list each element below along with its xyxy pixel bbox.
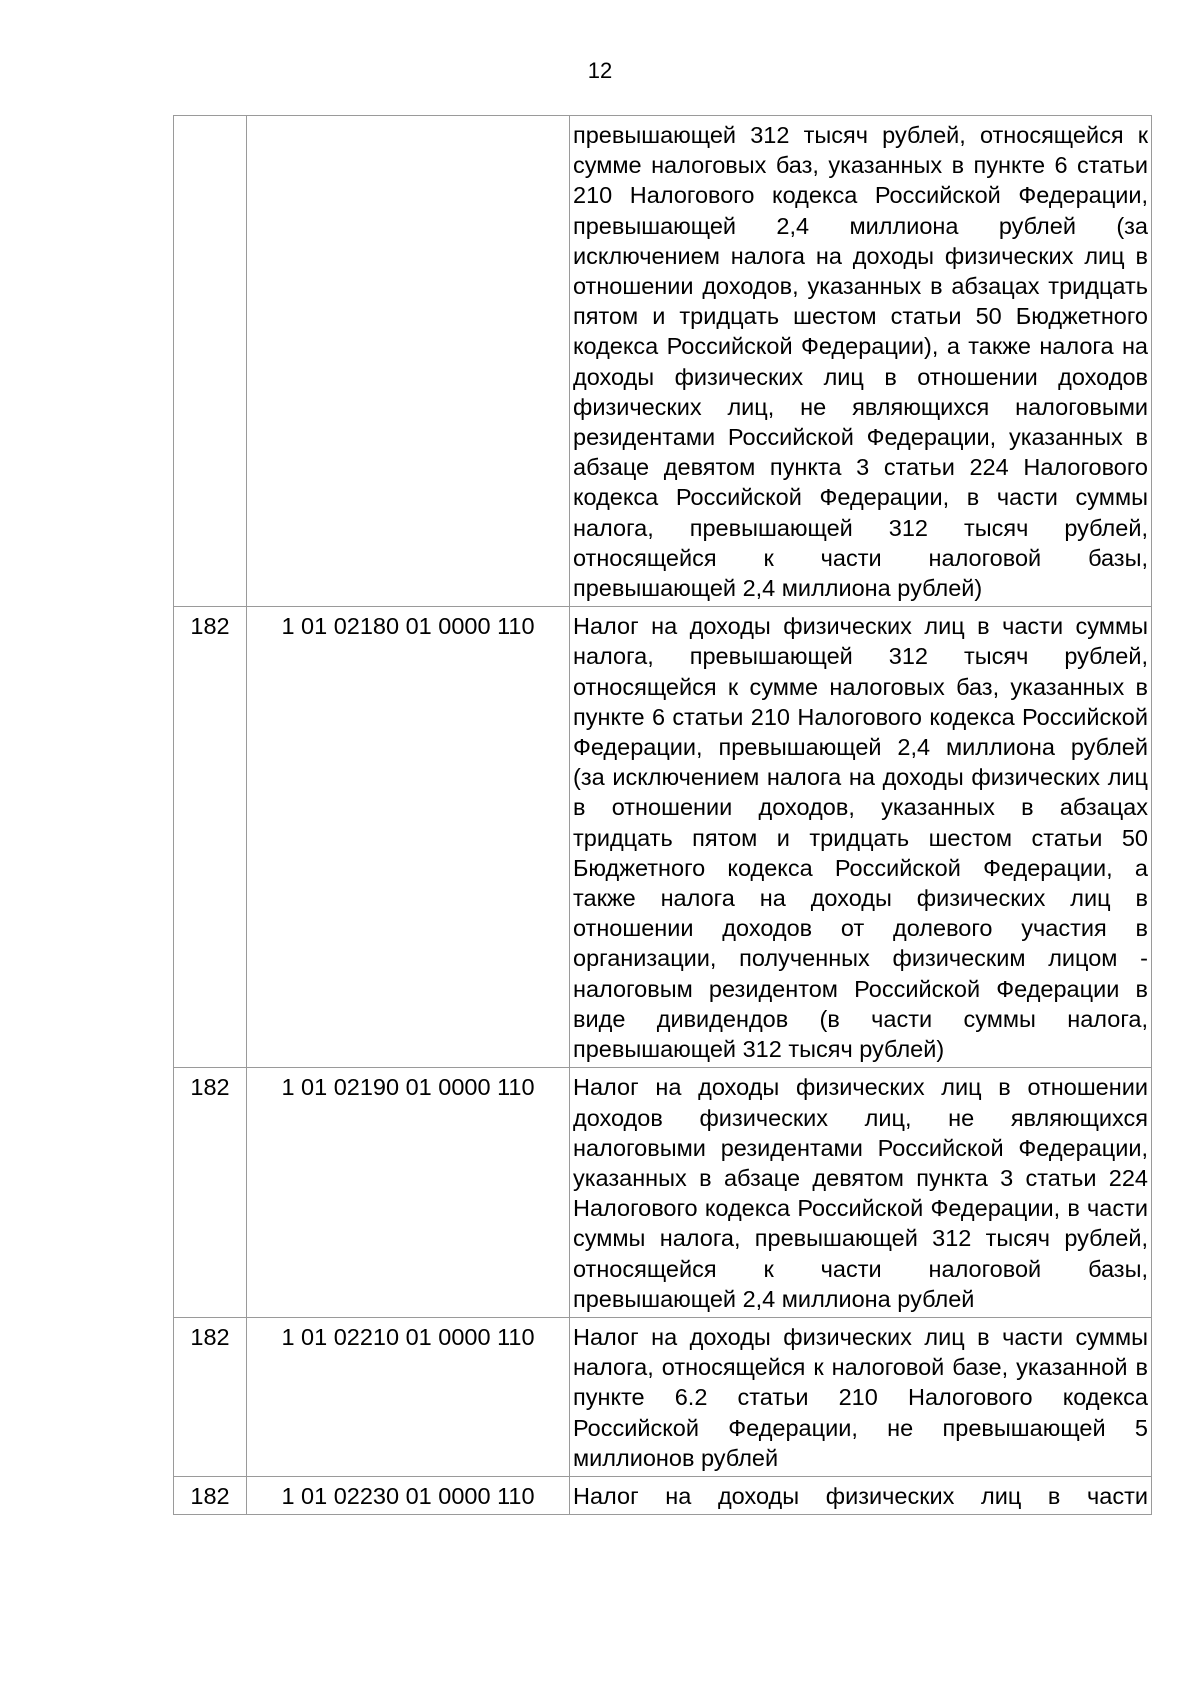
page-number: 12 [587,58,613,83]
revenue-name-cell [570,1317,1152,1476]
admin-code-cell: 182 [174,1068,247,1318]
budget-code-cell: 1 01 02210 01 0000 110 [247,1317,570,1476]
revenue-name-cell [570,1068,1152,1318]
table-row [174,607,1152,1068]
revenue-name-text: Налог на доходы физических лиц в отношении доходов физических лиц, не являющихся налоговыми резидентами Российской Федерации, указанных в абзаце девятом пункта 3 статьи 224 Налогового кодекса Российской Федерации, в части суммы налога, превышающей 312 тысяч рублей, относящейся к части налоговой базы, превышающей 2,4 миллиона рублей [573,1074,1148,1312]
admin-code-cell: 182 [174,1476,247,1514]
budget-code-cell [247,116,570,607]
revenue-name-text: Налог на доходы физических лиц в части суммы налога, превышающей 312 тысяч рублей, относящейся к сумме налоговых баз, указанных в пункте 6 статьи 210 Налогового кодекса Российской Федерации, превышающей 2,4 миллиона рублей (за исключением налога на доходы физических лиц в отношении доходов, указанных в абзацах тридцать пятом и тридцать шестом статьи 50 Бюджетного кодекса Российской Федерации, а также налога на доходы физических лиц в отношении доходов от долевого участия в организации, полученных физическим лицом - налоговым резидентом Российской Федерации в виде дивидендов (в части суммы налога, превышающей 312 тысяч рублей) [573,613,1148,1063]
revenue-name-cell [570,1476,1152,1514]
revenue-name-cell [570,116,1152,607]
admin-code-cell: 182 [174,1317,247,1476]
admin-code-cell [174,116,247,607]
table-row [174,1476,1152,1514]
budget-code-cell: 1 01 02180 01 0000 110 [247,607,570,1068]
table-row [174,116,1152,607]
table-row [174,1068,1152,1318]
revenue-name-text: превышающей 312 тысяч рублей, относящейся к сумме налоговых баз, указанных в пункте 6 статьи 210 Налогового кодекса Российской Федерации, превышающей 2,4 миллиона рублей (за исключением налога на доходы физических лиц в отношении доходов, указанных в абзацах тридцать пятом и тридцать шестом статьи 50 Бюджетного кодекса Российской Федерации), а также налога на доходы физических лиц в отношении доходов физических лиц, не являющихся налоговыми резидентами Российской Федерации, указанных в абзаце девятом пункта 3 статьи 224 Налогового кодекса Российской Федерации, в части суммы налога, превышающей 312 тысяч рублей, относящейся к части налоговой базы, превышающей 2,4 миллиона рублей) [573,122,1148,602]
revenue-name-text: Налог на доходы физических лиц в части [573,1482,1148,1509]
budget-codes-table [173,115,1152,1515]
budget-code-cell: 1 01 02190 01 0000 110 [247,1068,570,1318]
table-row [174,1317,1152,1476]
budget-code-cell: 1 01 02230 01 0000 110 [247,1476,570,1514]
admin-code-cell: 182 [174,607,247,1068]
revenue-name-cell [570,607,1152,1068]
revenue-name-text: Налог на доходы физических лиц в части суммы налога, относящейся к налоговой базе, указанной в пункте 6.2 статьи 210 Налогового кодекса Российской Федерации, не превышающей 5 миллионов рублей [573,1323,1148,1471]
